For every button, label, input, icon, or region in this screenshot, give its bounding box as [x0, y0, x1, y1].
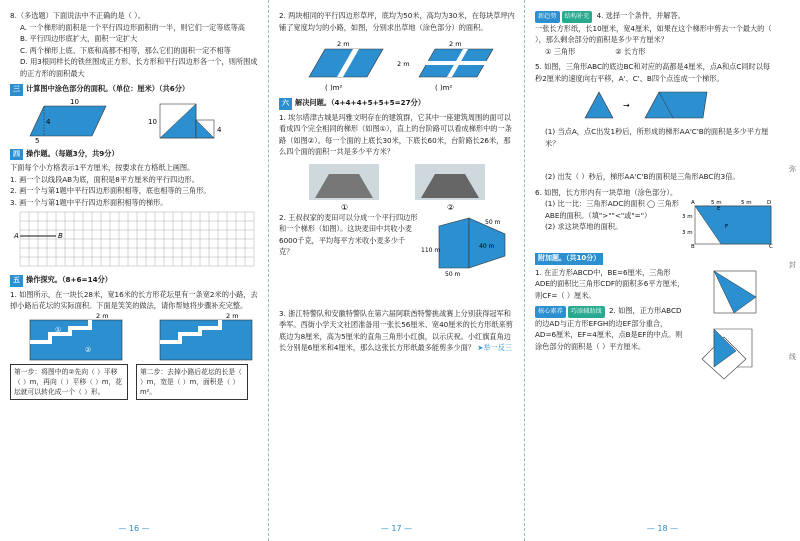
wheat-field-figure	[419, 212, 515, 278]
question-6-1: 1. 埃尔塔津古城是玛雅文明存在的建筑群，它其中一座建筑周围的面可以看成四个完全相同的梯形（如图①），直上的台阶路可以看成梯形中的一条路（如图②）。每一个面的上底长30米，下底长60米，台阶路长26米，那么四个面的面积一共是多少平方米？	[279, 112, 512, 156]
question-4: 新趋势 结构补充 4. 选择一个条件，并解答。 一张长方形纸，长10厘米，宽4厘米，如果在这个梯形中剪去一个最大的（ ），那么剩余部分的面积是多少平方厘米？ ① 三角形 ② 长方形	[535, 10, 776, 57]
q5-text: 5. 如图，三角形ABC的底边BC和对应的高都是4厘米，点A和点C同时以每秒2厘米的速度向右平移，A'、C'、B四个点连成一个梯形。	[535, 62, 771, 83]
lawn-point-e: E	[717, 206, 721, 212]
lawn-top-label-1: 5 m	[711, 200, 722, 206]
page-number-16: — 16 —	[118, 524, 150, 533]
section-4-number: 四	[10, 149, 23, 161]
section-5-question-1: 1. 如图所示，在一块长28米，宽16米的长方形花坛里有一条宽2米的小路，去掉小路后花坛的实际面积。下面是笑笑的做法，请你帮她将步骤补充完整。	[10, 289, 258, 310]
fig2-right-label: 4	[217, 125, 222, 134]
q6-part-1: (1) 比一比：三角形ADC的面积 ◯ 三角形ABE的面积。（填">""<"或"="）	[545, 199, 679, 220]
question-6-2-row	[279, 212, 516, 278]
photo-2-label: ②	[447, 202, 455, 212]
margin-word-1: 弥	[789, 165, 796, 173]
grid-point-b: B	[58, 232, 63, 240]
related-practice-link[interactable]: ➤举一反三	[477, 343, 513, 352]
garden1-region-2: ②	[85, 345, 92, 354]
page-number-17: — 17 —	[380, 524, 413, 533]
lawn-corner-a: A	[691, 200, 695, 206]
section-4-item-3: 3. 画一个与第1题中平行四边形面积相等的梯形。	[10, 197, 168, 207]
q8-option-a: A. 一个梯形的面积是一个平行四边形面积的一半，则它们一定等底等高	[20, 22, 245, 32]
section-4-intro: 下面每个小方格表示1平方厘米，按要求在方格纸上画图。	[10, 163, 195, 172]
triangle-translation-figure	[535, 84, 775, 126]
page-number-18: — 18 —	[646, 524, 679, 533]
question-2-lawn: 2. 两块相同的平行四边形草坪，底均为50米，高均为30米，在每块草坪内铺了宽度均匀的小路，如图，分别求出草地（涂色部分）的面积。	[279, 11, 515, 32]
q5-part-1: (1) 当点A，点C出发1秒后，所形成的梯形AA'C'B的面积是多少平方厘米？	[545, 127, 769, 148]
q8-option-c: C. 两个梯形上底、下底和高都不相等，那么它们的面积一定不相等	[20, 45, 231, 55]
lawn1-road-label: 2 m	[337, 40, 350, 48]
question-8	[10, 10, 260, 79]
page-16	[0, 0, 268, 541]
bonus-question-2: 核心素养 巧添辅助线 2. 如图，正方形ABCD的边AD与正方形EFGH的边EF部分重合，AD=6厘米，EF=4厘米，点B是EF的中点。则涂色部分的面积是（ ）平方厘米。	[535, 306, 683, 351]
trend-tag: 新趋势	[535, 11, 560, 23]
question-6-2: 2. 王叔叔家的麦田可以分成一个平行四边形和一个梯形（如图）。这块麦田中共收小麦6000千克，平均每平方米收小麦多少千克？	[279, 212, 418, 256]
q6-text: 6. 如图，长方形内有一块草地（涂色部分）。	[535, 187, 678, 197]
fig2-left-label: 10	[148, 117, 157, 126]
bonus-title: 附加题。（共10分）	[535, 252, 776, 265]
bonus-question-1: 1. 在正方形ABCD中，BE=6厘米，三角形ADE的面积比三角形CDF的面积多6平方厘米，则CF=（ ）厘米。	[535, 267, 685, 300]
q5-part-2: (2) 出发（ ）秒后，梯形AA'C'B的面积是三角形ABC的3倍。	[545, 172, 740, 181]
q6-part-2: (2) 求这块草地的面积。	[545, 222, 623, 231]
svg-text:→: →	[623, 101, 630, 110]
step-2-box: 第二步：去掉小路后花坛的长是（ ）m，宽是（ ）m，面积是（ ）m²。	[136, 364, 248, 400]
steps-row	[10, 364, 260, 400]
auxiliary-line-tag: 巧添辅助线	[568, 306, 605, 318]
lawn-point-f: F	[725, 224, 729, 230]
lawn2-road-label-top: 2 m	[449, 40, 462, 48]
grid-paper[interactable]	[10, 208, 260, 270]
lawn-rectangle-figure	[681, 198, 776, 248]
structure-tag: 结构补充	[562, 11, 593, 23]
photo-1-label: ①	[341, 202, 349, 212]
question-6-3: 3. 浙江特警队和安徽特警队在第六届阿联酋特警挑战赛上分别获得冠军和季军。西街小学天文社团准备用一张长56厘米、宽40厘米的长方形纸来剪底边为8厘米，高为5厘米的直角三角形小红旗，以示庆祝。小红旗直角边长分别是6厘米和4厘米，那么这张长方形纸最多能剪多少面？ ➤举一反三	[279, 308, 513, 352]
section-6-title: 六 解决问题。（4+4+4+5+5+5=27分）	[279, 97, 516, 110]
section-3-figures	[10, 98, 260, 144]
garden2-width-label: 2 m	[226, 311, 239, 320]
garden1-region-1: ①	[55, 325, 62, 334]
fig1-top-label: 10	[70, 97, 79, 106]
q4-options	[535, 46, 776, 58]
step-1-box: 第一步：将图中的②先向（ ）平移（ ）m，再向（ ）平移（ ）m，花坛就可以转化成一个（ ）形。	[10, 364, 128, 400]
lawn-side-label-1: 3 m	[682, 214, 693, 220]
page-18	[524, 0, 800, 541]
field-base-label-2: 50 m	[485, 218, 501, 226]
q4-text: 一张长方形纸，长10厘米，宽4厘米，如果在这个梯形中剪去一个最大的（ ），那么剩余部分的面积是多少平方厘米？	[535, 23, 772, 44]
section-5-number: 五	[10, 275, 23, 287]
lawn2-road-label-side: 2 m	[397, 60, 410, 68]
section-4-item-1: 1. 画一个以线段AB为底，面积是8平方厘米的平行四边形。	[10, 174, 199, 184]
lawn-corner-d: D	[767, 200, 772, 206]
garden1-width-label: 2 m	[96, 311, 109, 320]
section-4-title: 四 操作题。（每题3分，共9分）	[10, 148, 260, 161]
lawn2-answer-blank[interactable]: ( )m²	[435, 84, 453, 92]
lawn-corner-b: B	[691, 244, 695, 248]
core-literacy-tag: 核心素养	[535, 306, 566, 318]
margin-word-3: 线	[789, 353, 796, 361]
lawn1-answer-blank[interactable]: ( )m²	[325, 84, 343, 92]
q8-option-d: D. 用3根同样长的铁丝围成正方形、长方形和平行四边形各一个，则所围成的正方形的面积最大	[20, 57, 258, 78]
lawn-top-label-2: 5 m	[741, 200, 752, 206]
fig1-bottom-label: 5	[35, 136, 40, 144]
q8-title: 8.（多选题）下面说法中不正确的是（ ）。	[10, 11, 145, 20]
pyramid-photos	[279, 162, 515, 212]
bonus-figures	[684, 267, 776, 385]
margin-word-2: 封	[789, 261, 796, 269]
field-height-label: 110 m	[421, 246, 441, 254]
section-3-number: 三	[10, 84, 23, 96]
q4-option-rectangle[interactable]: ② 长方形	[615, 46, 646, 56]
lawn-side-label-2: 3 m	[682, 230, 693, 236]
section-4-item-2: 2. 画一个与第1题中平行四边形面积相等，底也相等的三角形。	[10, 186, 211, 195]
fig1-side-label: 4	[46, 117, 51, 126]
q8-option-b: B. 平行四边形底扩大，面积一定扩大	[20, 34, 138, 43]
lawn-figures	[279, 37, 515, 93]
section-6-number: 六	[279, 98, 292, 110]
lawn-corner-c: C	[769, 244, 774, 248]
page-17	[268, 0, 524, 541]
garden-figures	[10, 312, 260, 362]
question-5	[535, 61, 776, 183]
field-base-label-1: 50 m	[445, 270, 461, 278]
q4-option-triangle[interactable]: ① 三角形	[545, 46, 576, 56]
section-3-title: 三 计算图中涂色部分的面积。（单位：厘米）（共6分）	[10, 83, 260, 96]
field-side-label: 40 m	[479, 242, 495, 250]
grid-point-a: A	[14, 232, 19, 240]
section-5-title: 五 操作探究。（8+6=14分）	[10, 274, 260, 287]
question-6	[535, 187, 776, 249]
